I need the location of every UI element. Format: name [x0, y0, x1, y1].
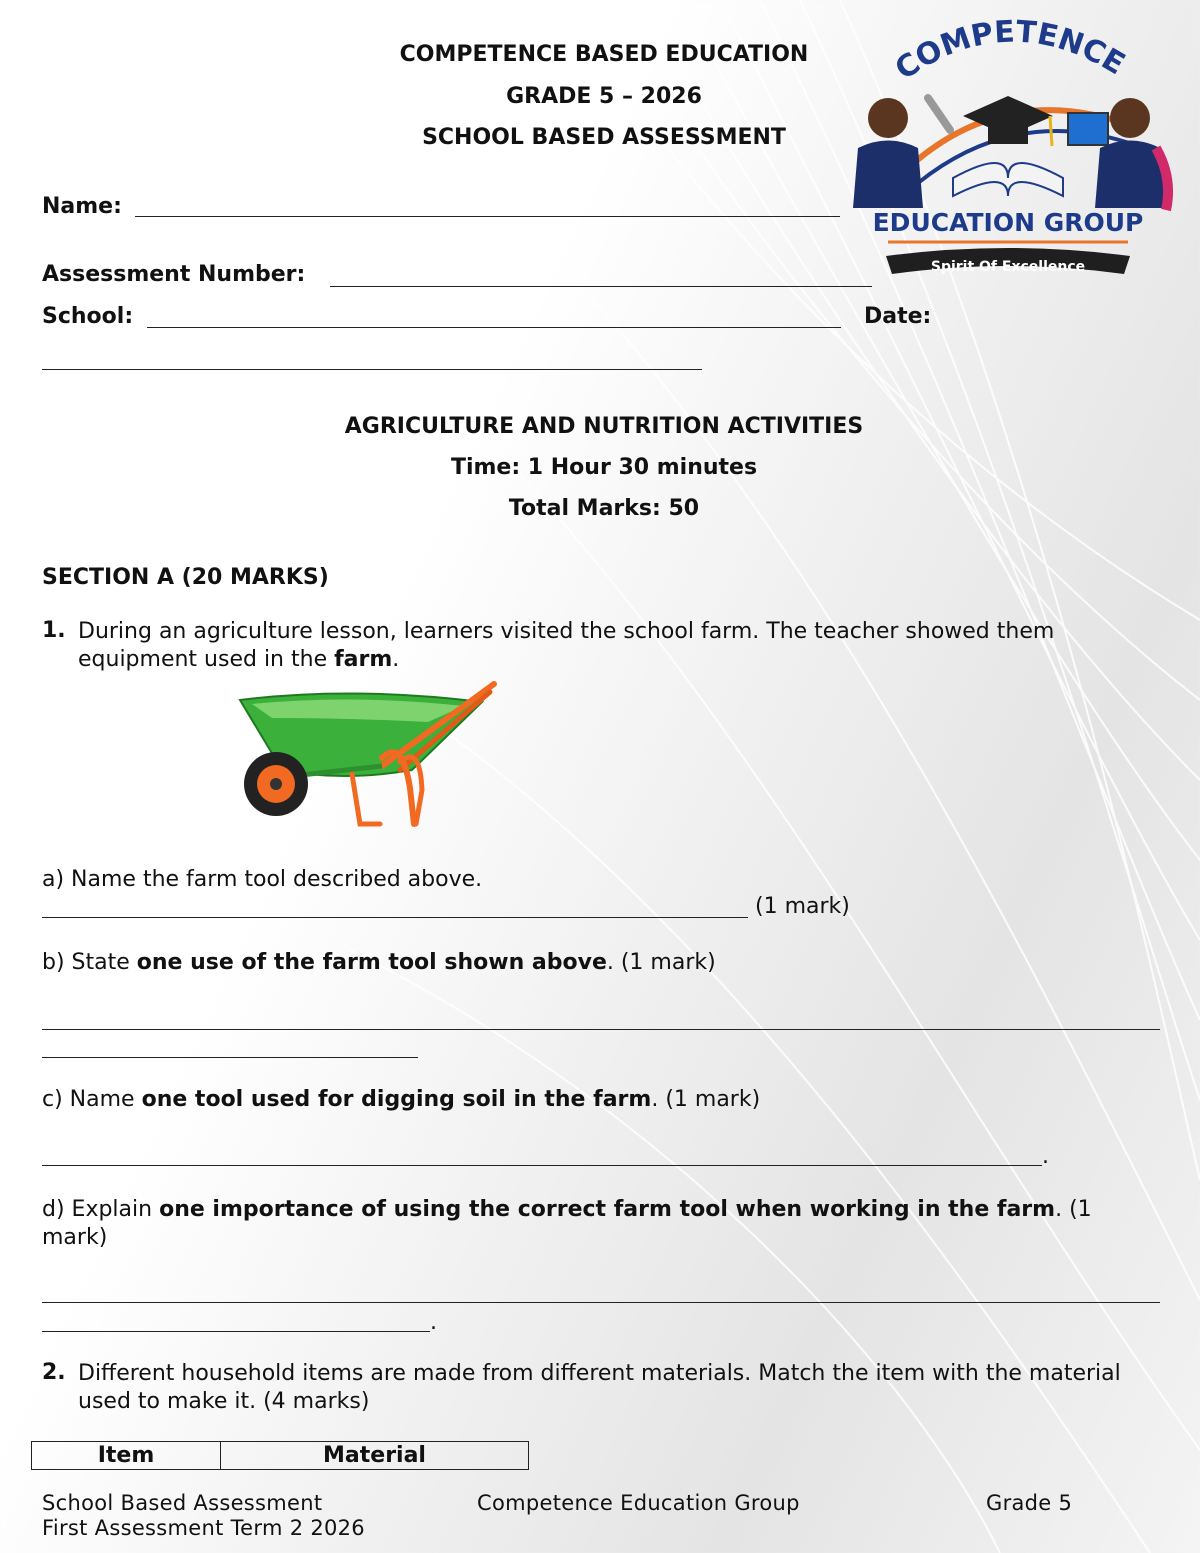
date-label: Date:	[864, 304, 932, 329]
answer-line-1b-2[interactable]	[42, 1057, 418, 1058]
school-label: School:	[42, 304, 134, 329]
matching-table	[31, 1441, 529, 1470]
matching-table-header-row	[32, 1442, 529, 1470]
column-header-material: Material	[221, 1442, 529, 1470]
question-2-number: 2.	[42, 1360, 66, 1385]
question-1a-text: a) Name the farm tool described above.	[42, 867, 483, 892]
logo-org-text: EDUCATION GROUP	[872, 208, 1144, 237]
logo-motto: Spirit Of Excellence	[930, 259, 1086, 275]
footer-left-line-2: First Assessment Term 2 2026	[42, 1516, 365, 1540]
header-line-3: SCHOOL BASED ASSESSMENT	[422, 125, 786, 150]
answer-line-1c-period: .	[1042, 1144, 1049, 1169]
question-2-text: Different household items are made from different materials. Match the item with the material used to make it. (4 marks)	[78, 1361, 1121, 1414]
question-1-text: During an agriculture lesson, learners visited the school farm. The teacher showed them equipment used in the farm.	[78, 619, 1055, 672]
answer-line-1a[interactable]	[42, 917, 748, 918]
question-1-number: 1.	[42, 618, 66, 643]
assessment-number-field-line[interactable]	[330, 286, 872, 287]
subject-title: AGRICULTURE AND NUTRITION ACTIVITIES	[344, 414, 864, 439]
answer-line-1c[interactable]	[42, 1165, 1042, 1166]
question-1b-text: b) State one use of the farm tool shown above. (1 mark)	[42, 950, 716, 975]
answer-line-1d-2[interactable]	[42, 1331, 430, 1332]
name-label: Name:	[42, 194, 122, 219]
footer-left-line-1: School Based Assessment	[42, 1491, 323, 1515]
time-allowed: Time: 1 Hour 30 minutes	[450, 455, 758, 480]
question-1c-text: c) Name one tool used for digging soil in the farm. (1 mark)	[42, 1087, 761, 1112]
column-header-item: Item	[32, 1442, 221, 1470]
assessment-number-label: Assessment Number:	[42, 262, 306, 287]
competence-logo	[838, 18, 1178, 290]
answer-line-1d-period: .	[430, 1310, 437, 1335]
question-1a-mark: (1 mark)	[755, 894, 850, 919]
school-field-line[interactable]	[147, 327, 841, 328]
date-field-line[interactable]	[42, 369, 702, 370]
answer-line-1b-1[interactable]	[42, 1029, 1160, 1030]
footer-center: Competence Education Group	[477, 1491, 800, 1515]
question-1d-text: d) Explain one importance of using the correct farm tool when working in the farm. (1 mark)	[42, 1197, 1092, 1250]
total-marks: Total Marks: 50	[508, 496, 700, 521]
wheelbarrow-image	[232, 678, 504, 830]
svg-text:COMPETENCE	[889, 18, 1131, 87]
logo-arc-text: COMPETENCE	[889, 18, 1131, 88]
section-a-heading: SECTION A (20 MARKS)	[42, 565, 329, 590]
footer-right: Grade 5	[986, 1491, 1073, 1515]
header-line-1: COMPETENCE BASED EDUCATION	[399, 42, 809, 67]
header-line-2: GRADE 5 – 2026	[506, 84, 702, 109]
answer-line-1d-1[interactable]	[42, 1302, 1160, 1303]
name-field-line[interactable]	[135, 216, 840, 217]
